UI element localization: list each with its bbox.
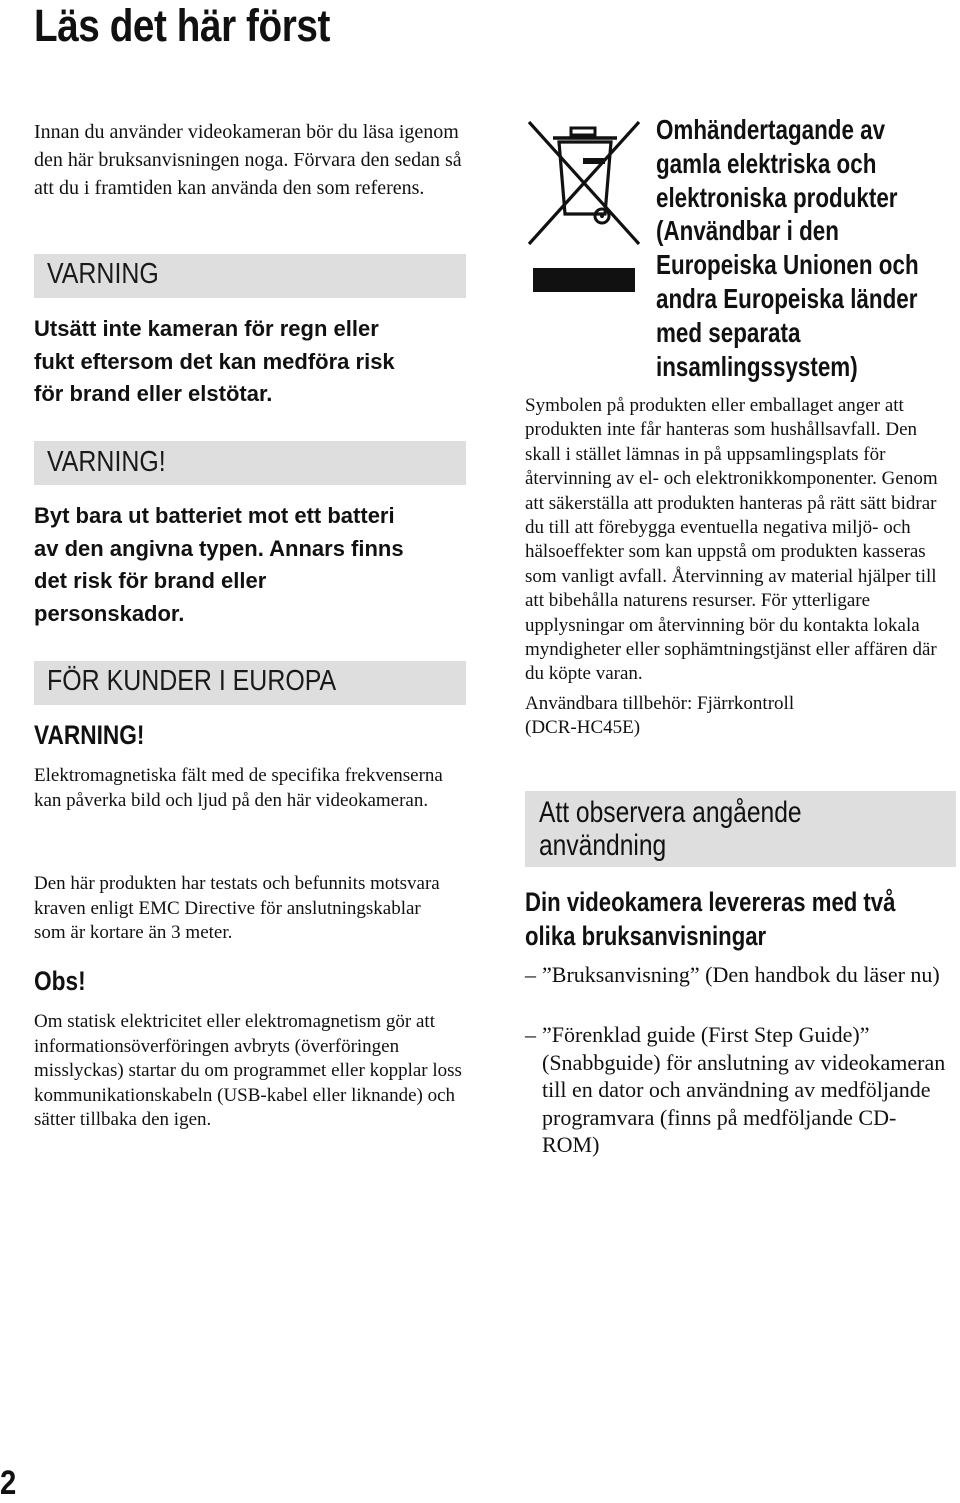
accessories-text: Användbara tillbehör: Fjärrkontroll (DCR-HC45E) [525,692,795,739]
weee-paragraph: Symbolen på produkten eller emballaget anger att produkten inte får hanteras som hushållsavfall. Den skall i stället lämnas in på uppsamlingsplats för återvinning av el- och elektronikkomponenter. Genom att säkerställa att produkten hanteras på rätt sätt bidrar du till att förebygga eventuella negativa miljö- och hälsoeffekter som kan uppstå om produkten kasseras som vanligt avfall. Återvinning av material hjälper till att bibehålla naturens resurser. För ytterligare upplysningar om återvinning bör du kontakta lokala myndigheter eller sophämtningstjänst eller affären där du köpte varan. [525,395,938,685]
weee-heading: Omhändertagande av gamla elektriska och elektroniska produkter (Användbar i den Europeiska Unionen och andra Europeiska länder med separata insamlingssystem) [656,114,919,382]
warning-text-1: Utsätt inte kameran för regn eller fukt eftersom det kan medföra risk för brand eller elstötar. [34,316,395,406]
page-title: Läs det här först [34,0,330,51]
page-number: 2 [0,1464,17,1502]
usage-label: Att observera angående användning [539,796,802,862]
warning2-label: VARNING! [47,446,166,478]
emc-text: Den här produkten har testats och befunnits motsvara kraven enligt EMC Directive för anslutningskablar som är kortare än 3 meter. [34,873,440,943]
europe-label: FÖR KUNDER I EUROPA [47,665,337,697]
crossed-out-wheeled-bin-icon [527,118,643,298]
warning-label: VARNING [47,258,159,290]
warning-text-2: Byt bara ut batteriet mot ett batteri av den angivna typen. Annars finns det risk för brand eller personskador. [34,503,404,626]
note-text: Om statisk elektricitet eller elektromagnetism gör att informationsöverföringen avbryts (överföringen misslyckas) startar du om programmet eller kopplar loss kommunikationskabeln (USB-kabel eller liknande) och sätter tillbaka den igen. [34,1011,462,1130]
em-fields-text: Elektromagnetiska fält med de specifika frekvenserna kan påverka bild och ljud på den här videokameran. [34,765,443,811]
note-heading: Obs! [34,966,86,996]
europe-warning-heading: VARNING! [34,720,145,750]
usage-subheading: Din videokamera levereras med två olika bruksanvisningar [525,887,896,951]
intro-paragraph: Innan du använder videokameran bör du läsa igenom den här bruksanvisningen noga. Förvara den sedan så att du i framtiden kan använda den som referens. [34,121,462,199]
weee-text [525,394,955,741]
